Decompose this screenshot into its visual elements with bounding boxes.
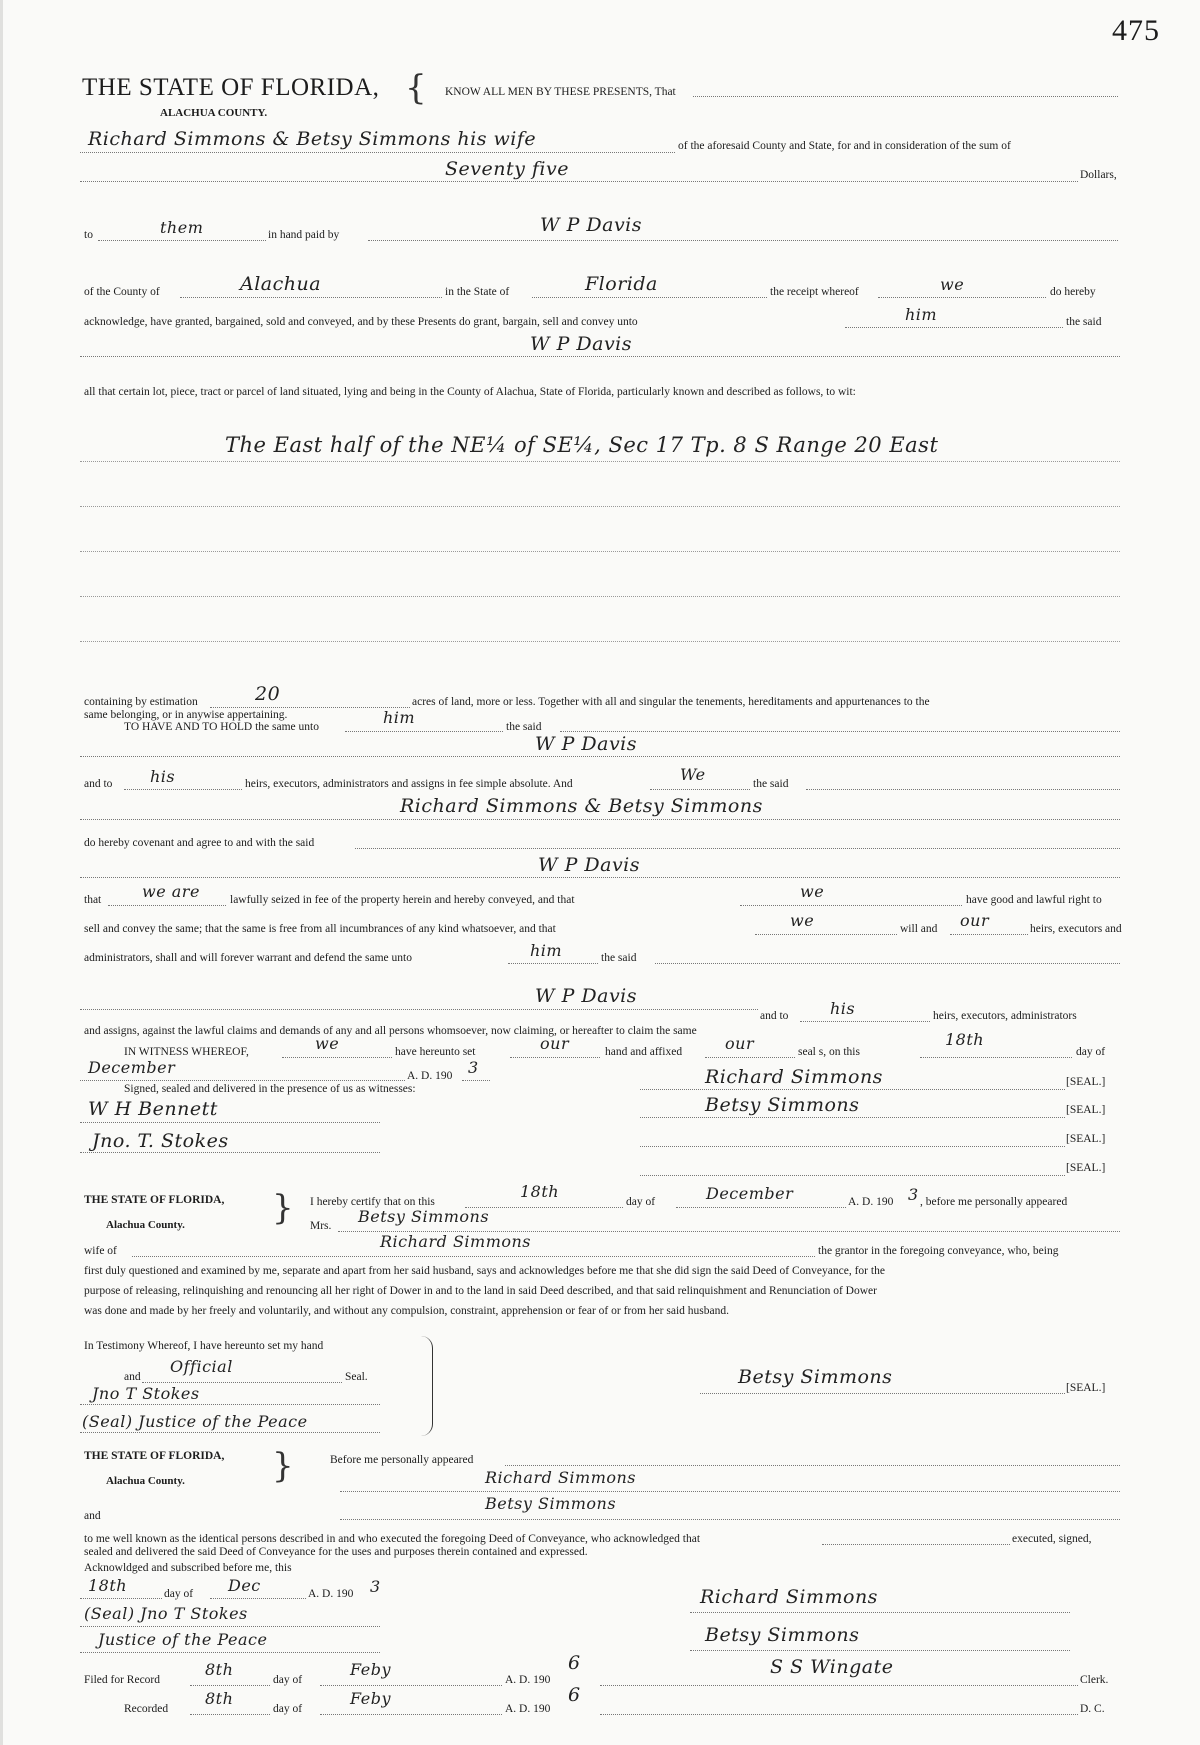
blank-line [282, 1057, 392, 1058]
blank-line [108, 905, 226, 906]
testimony-and-text: and [124, 1371, 141, 1383]
mrs-handwritten: Betsy Simmons [358, 1207, 490, 1226]
blank-line [822, 1544, 1010, 1545]
ack-para-2: sealed and delivered the said Deed of Conveyance for the uses and purposes therein contained and expressed. [84, 1546, 588, 1558]
set-our-handwritten: our [540, 1034, 570, 1053]
rec-ad-text: A. D. 190 [505, 1703, 551, 1715]
ack-and-text: and [84, 1510, 101, 1522]
ack-person-1-handwritten: Richard Simmons [485, 1468, 637, 1487]
receipt-text: the receipt whereof [770, 286, 859, 298]
defend-handwritten: him [530, 941, 563, 960]
blank-line [705, 1057, 795, 1058]
blank-line [80, 1432, 380, 1433]
ruled-line [80, 641, 1120, 642]
blank-line [345, 731, 503, 732]
ack-day-handwritten: 18th [88, 1576, 128, 1595]
recorded-text: Recorded [124, 1703, 169, 1715]
ack-year-handwritten: 3 [370, 1577, 381, 1596]
dower-county: Alachua County. [106, 1219, 185, 1231]
that-text: that [84, 894, 102, 906]
blank-line [755, 934, 897, 935]
dollars-text: Dollars, [1080, 169, 1117, 181]
blank-line [508, 963, 598, 964]
witness-2-handwritten: Jno. T. Stokes [92, 1130, 229, 1152]
blank-line [690, 1612, 1070, 1613]
blank-line [80, 877, 1120, 878]
witness-1-handwritten: W H Bennett [88, 1098, 218, 1120]
dower-year-handwritten: 3 [908, 1185, 919, 1204]
mrs-text: Mrs. [310, 1220, 332, 1232]
witness-month-handwritten: December [88, 1058, 176, 1077]
all-that-text: all that certain lot, piece, tract or parcel of land situated, lying and being in the County of Alachua, State of Florida, particularly known and described as follows, to wit: [84, 386, 856, 398]
and-assigns-text: and assigns, against the lawful claims and demands of any and all persons whomsoever, now claiming, or hereafter to claim the same [84, 1025, 697, 1037]
ack-month-handwritten: Dec [228, 1576, 261, 1595]
blank-line [800, 1021, 930, 1022]
to-have-text: TO HAVE AND TO HOLD the same unto [124, 721, 319, 733]
ack-signature-1-handwritten: Richard Simmons [700, 1586, 878, 1608]
aforesaid-text: of the aforesaid County and State, for and in consideration of the sum of [678, 140, 1011, 152]
heirs-exec-text-2: heirs, executors, administrators [933, 1010, 1077, 1022]
signed-sealed-text: Signed, sealed and delivered in the presence of us as witnesses: [124, 1083, 416, 1095]
payer-handwritten: W P Davis [540, 214, 643, 236]
blank-line [80, 1404, 380, 1405]
blank-line [340, 1491, 1120, 1492]
blank-line [368, 240, 1118, 241]
blank-line [655, 963, 1120, 964]
grantors-2-handwritten: Richard Simmons & Betsy Simmons [400, 795, 763, 817]
state-heading: THE STATE OF FLORIDA, [82, 74, 380, 101]
his-2-handwritten: his [830, 999, 856, 1018]
seal-5: [SEAL.] [1066, 1382, 1106, 1394]
ruled-line [80, 461, 1120, 462]
blank-line [640, 1089, 1065, 1090]
dower-para-3: was done and made by her freely and voluntarily, and without any compulsion, constraint, apprehension or fear of or from her said husband. [84, 1305, 729, 1317]
dower-title-handwritten: (Seal) Justice of the Peace [82, 1412, 308, 1431]
official-handwritten: Official [170, 1357, 233, 1376]
testimony-text: In Testimony Whereof, I have hereunto set my hand [84, 1340, 324, 1352]
seal-1: [SEAL.] [1066, 1076, 1106, 1088]
blank-line [640, 1146, 1065, 1147]
dower-brace: } [272, 1188, 294, 1228]
blank-line [340, 1519, 1120, 1520]
grantors-handwritten: Richard Simmons & Betsy Simmons his wife [88, 128, 537, 150]
wife-signature-handwritten: Betsy Simmons [738, 1366, 893, 1388]
dower-day-of-text: day of [626, 1196, 656, 1208]
blank-line [355, 848, 1120, 849]
witness-day-handwritten: 18th [945, 1030, 985, 1049]
blank-line [920, 1057, 1072, 1058]
in-hand-text: in hand paid by [268, 229, 340, 241]
in-witness-text: IN WITNESS WHEREOF, [124, 1046, 249, 1058]
grantor-text: the grantor in the foregoing conveyance, who, being [818, 1245, 1059, 1257]
covenant-text: do hereby covenant and agree to and with the said [84, 837, 315, 849]
blank-line [80, 756, 1120, 757]
ack-day-of-text: day of [164, 1588, 194, 1600]
that-handwritten: we are [142, 882, 200, 901]
blank-line [124, 789, 242, 790]
blank-line [80, 1626, 380, 1627]
grantee-4-handwritten: W P Davis [535, 985, 638, 1007]
grantee-3-handwritten: W P Davis [538, 854, 641, 876]
executed-text: executed, signed, [1012, 1533, 1092, 1545]
ack-brace: } [272, 1446, 294, 1486]
ack-ad-text: A. D. 190 [308, 1588, 354, 1600]
blank-line [510, 1057, 600, 1058]
blank-line [950, 934, 1028, 935]
dower-month-handwritten: December [706, 1184, 794, 1203]
blank-line [690, 1650, 1070, 1651]
the-said-text-3: the said [753, 778, 789, 790]
grantee-handwritten: W P Davis [530, 333, 633, 355]
blank-line [320, 1685, 502, 1686]
filed-ad-text: A. D. 190 [505, 1674, 551, 1686]
our-handwritten: our [960, 911, 990, 930]
before-me-text: , before me personally appeared [920, 1196, 1068, 1208]
dower-officer-handwritten: Jno T Stokes [92, 1384, 200, 1403]
blank-line [532, 297, 767, 298]
rec-day-of-text: day of [273, 1703, 303, 1715]
lawfully-handwritten: we [800, 882, 825, 901]
blank-line [700, 1393, 1065, 1394]
blank-line [80, 1598, 162, 1599]
rec-day-handwritten: 8th [205, 1689, 234, 1708]
sell-convey-text: sell and convey the same; that the same is free from all incumbrances of any kind whatsoever, and that [84, 923, 556, 935]
to-text: to [84, 229, 93, 241]
will-and-text: will and [900, 923, 938, 935]
blank-line [600, 1685, 1078, 1686]
administrators-text: administrators, shall and will forever warrant and defend the same unto [84, 952, 412, 964]
blank-line [142, 1382, 342, 1383]
acres-text: acres of land, more or less. Together with all and singular the tenements, hereditaments and appurtenances to the [412, 696, 930, 708]
ruled-line [80, 551, 1120, 552]
blank-line [80, 152, 675, 153]
do-hereby-text: do hereby [1050, 286, 1096, 298]
blank-line [98, 240, 266, 241]
will-handwritten: we [790, 911, 815, 930]
acknowledge-text: acknowledge, have granted, bargained, sold and conveyed, and by these Presents do grant, bargain, sell and convey unto [84, 316, 638, 328]
seal-4: [SEAL.] [1066, 1162, 1106, 1174]
blank-line [676, 1207, 846, 1208]
dower-ad-text: A. D. 190 [848, 1196, 894, 1208]
heirs-text: heirs, executors, administrators and assigns in fee simple absolute. And [245, 778, 573, 790]
containing-text: containing by estimation [84, 696, 198, 708]
ruled-line [80, 596, 1120, 597]
blank-line [740, 905, 962, 906]
blank-line [80, 1152, 380, 1153]
filed-text: Filed for Record [84, 1674, 161, 1686]
witness-we-handwritten: we [315, 1034, 340, 1053]
ack-officer-handwritten: (Seal) Jno T Stokes [84, 1604, 248, 1623]
signature-1-handwritten: Richard Simmons [705, 1066, 883, 1088]
wife-of-text: wife of [84, 1245, 117, 1257]
signature-2-handwritten: Betsy Simmons [705, 1094, 860, 1116]
filed-year-handwritten: 6 [568, 1652, 581, 1674]
ad-text: A. D. 190 [407, 1070, 453, 1082]
blank-line [650, 789, 750, 790]
day-of-text: day of [1076, 1046, 1106, 1058]
clerk-text: Clerk. [1080, 1674, 1109, 1686]
page-number: 475 [1112, 14, 1160, 47]
blank-line [640, 1117, 1065, 1118]
dower-day-handwritten: 18th [520, 1182, 560, 1201]
blank-line [462, 1080, 490, 1081]
blank-line [80, 181, 1078, 182]
ack-signature-2-handwritten: Betsy Simmons [705, 1624, 860, 1646]
know-all-text: KNOW ALL MEN BY THESE PRESENTS, That [445, 86, 676, 98]
blank-line [190, 1685, 270, 1686]
and-to-handwritten: his [150, 767, 176, 786]
dower-state: THE STATE OF FLORIDA, [84, 1194, 225, 1206]
blank-line [80, 1652, 380, 1653]
county-heading: ALACHUA COUNTY. [160, 107, 268, 119]
blank-line [180, 297, 442, 298]
blank-line [878, 297, 1046, 298]
header-brace: { [405, 68, 427, 108]
blank-line [80, 1080, 405, 1081]
receipt-handwritten: we [940, 275, 965, 294]
blank-line [210, 1598, 306, 1599]
blank-line [80, 819, 1120, 820]
certify-text: I hereby certify that on this [310, 1196, 435, 1208]
heirs-exec-text: heirs, executors and [1030, 923, 1122, 935]
blank-line [640, 1175, 1065, 1176]
acres-handwritten: 20 [255, 683, 281, 705]
hand-affixed-text: hand and affixed [605, 1046, 683, 1058]
unto-handwritten: him [905, 305, 938, 324]
seal-2: [SEAL.] [1066, 1104, 1106, 1116]
acknowledged-text: Acknowldged and subscribed before me, this [84, 1562, 292, 1574]
dc-text: D. C. [1080, 1703, 1105, 1715]
blank-line [80, 356, 1120, 357]
the-said-text-2: the said [506, 721, 542, 733]
before-text: Before me personally appeared [330, 1454, 474, 1466]
rec-year-handwritten: 6 [568, 1684, 581, 1706]
blank-line [600, 1714, 1078, 1715]
same-belonging-text: same belonging, or in anywise appertaining. [84, 709, 288, 721]
ack-county: Alachua County. [106, 1475, 185, 1487]
ack-state: THE STATE OF FLORIDA, [84, 1450, 225, 1462]
grantee-2-handwritten: W P Davis [535, 733, 638, 755]
dower-bracket [418, 1336, 433, 1436]
testimony-seal-text: Seal. [345, 1371, 368, 1383]
ack-person-2-handwritten: Betsy Simmons [485, 1494, 617, 1513]
ack-para-1: to me well known as the identical persons described in and who executed the foregoing Deed of Conveyance, who acknowledged that [84, 1533, 701, 1545]
witness-year-handwritten: 3 [468, 1058, 479, 1077]
have-good-text: have good and lawful right to [966, 894, 1102, 906]
dower-para-1: first duly questioned and examined by me, separate and apart from her said husband, says and acknowledges before me that she did sign the said Deed of Conveyance, for the [84, 1265, 885, 1277]
blank-line [693, 96, 1118, 97]
dower-para-2: purpose of releasing, relinquishing and renouncing all her right of Dower in and to the land in said Deed described, and that said relinquishment and Renunciation of Dower [84, 1285, 877, 1297]
filed-day-handwritten: 8th [205, 1660, 234, 1679]
to-handwritten: them [160, 218, 204, 237]
have-unto-handwritten: him [383, 708, 416, 727]
state-of-text: in the State of [445, 286, 510, 298]
blank-line [806, 789, 1120, 790]
and-to-text: and to [84, 778, 113, 790]
county-handwritten: Alachua [240, 273, 322, 295]
blank-line [80, 1122, 380, 1123]
ruled-line [80, 506, 1120, 507]
ack-title-handwritten: Justice of the Peace [98, 1630, 268, 1649]
clerk-handwritten: S S Wingate [770, 1656, 894, 1678]
blank-line [132, 1256, 815, 1257]
rec-month-handwritten: Feby [350, 1689, 391, 1708]
blank-line [845, 327, 1063, 328]
filed-day-of-text: day of [273, 1674, 303, 1686]
seal-3: [SEAL.] [1066, 1133, 1106, 1145]
amount-handwritten: Seventy five [445, 158, 569, 180]
blank-line [560, 731, 1120, 732]
the-said-text: the said [1066, 316, 1102, 328]
blank-line [190, 1714, 270, 1715]
legal-description-handwritten: The East half of the NE¼ of SE¼, Sec 17 Tp. 8 S Range 20 East [225, 433, 939, 457]
state-handwritten: Florida [585, 273, 658, 295]
lawfully-text: lawfully seized in fee of the property herein and hereby conveyed, and that [230, 894, 575, 906]
and-to-text-2: and to [760, 1010, 789, 1022]
blank-line [505, 1465, 1120, 1466]
page-edge [0, 0, 3, 1745]
blank-line [320, 1714, 502, 1715]
affixed-our-handwritten: our [725, 1034, 755, 1053]
seal-on-text: seal s, on this [798, 1046, 860, 1058]
have-hereunto-text: have hereunto set [395, 1046, 476, 1058]
filed-month-handwritten: Feby [350, 1660, 391, 1679]
county-of-text: of the County of [84, 286, 160, 298]
husband-handwritten: Richard Simmons [380, 1232, 532, 1251]
and-we-handwritten: We [680, 765, 706, 784]
the-said-text-4: the said [601, 952, 637, 964]
blank-line [80, 1009, 758, 1010]
